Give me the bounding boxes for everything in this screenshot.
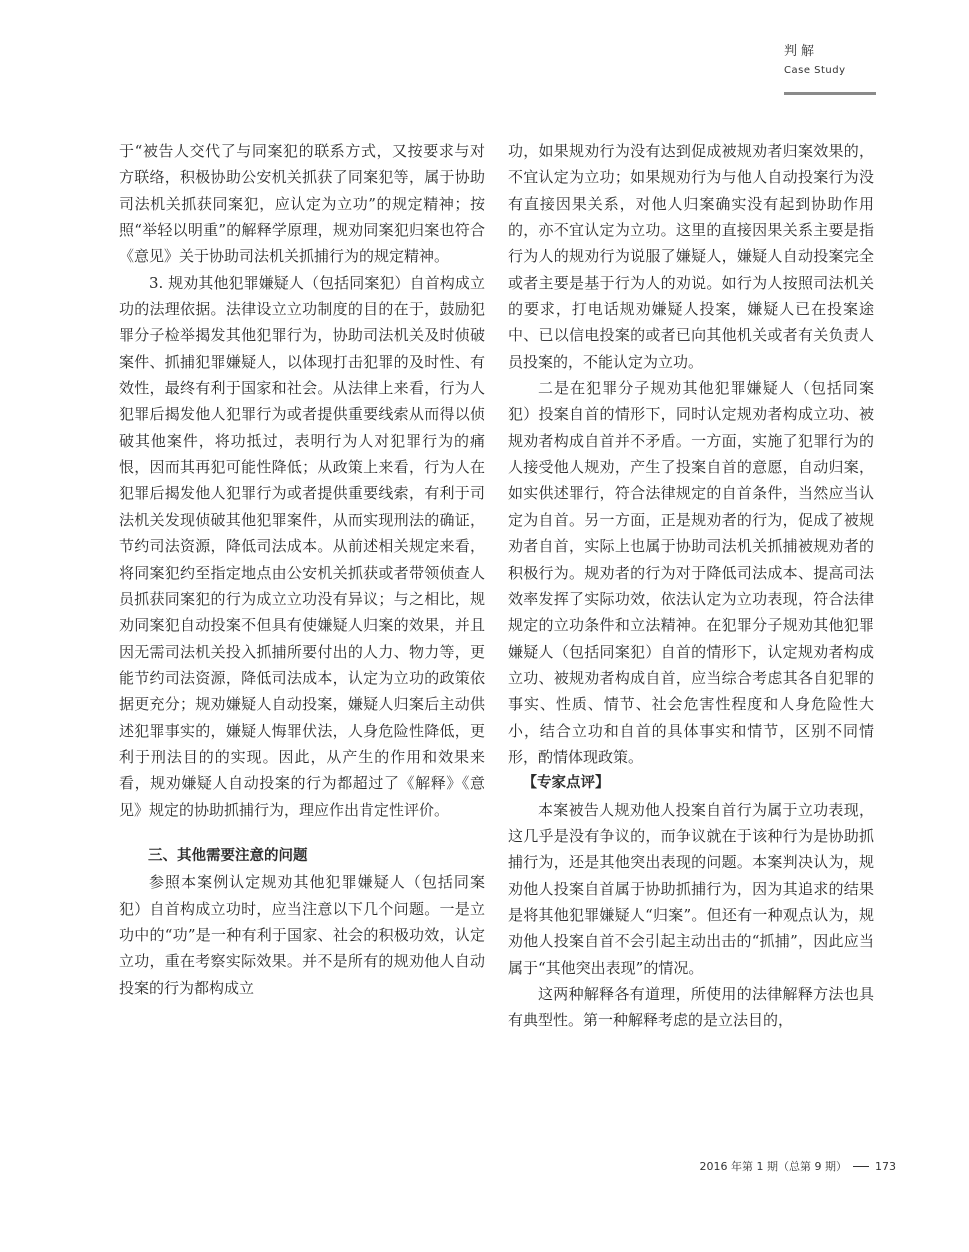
right-column xyxy=(508,138,874,1034)
footer-dash xyxy=(853,1166,869,1167)
paragraph: 这两种解释各有道理，所使用的法律解释方法也具有典型性。第一种解释考虑的是立法目的， xyxy=(508,985,874,1030)
page-footer xyxy=(700,1158,896,1174)
paragraph: 功，如果规劝行为没有达到促成被规劝者归案效果的，不宜认定为立功；如果规劝行为与他人自动投案行为没有直接因果关系，对他人归案确实没有起到协助作用的，亦不宜认定为立功。这里的直接因果关系主要是指行为人的规劝行为说服了嫌疑人，嫌疑人自动投案完全或者主要是基于行为人的劝说。如行为人按照司法机关的要求，打电话规劝嫌疑人投案，嫌疑人已在投案途中、已以信电投案的或者已向其他机关或者有关负责人员投案的，不能认定为立功。 xyxy=(508,142,874,371)
page-number: 173 xyxy=(875,1159,896,1173)
left-column xyxy=(119,138,485,1001)
paragraph: 3. 规劝其他犯罪嫌疑人（包括同案犯）自首构成立功的法理依据。法律设立立功制度的目的在于，鼓励犯罪分子检举揭发其他犯罪行为，协助司法机关及时侦破案件、抓捕犯罪嫌疑人，以体现打击犯罪的及时性、有效性，最终有利于国家和社会。从法律上来看，行为人犯罪后揭发他人犯罪行为或者提供重要线索从而得以侦破其他案件，将功抵过，表明行为人对犯罪行为的痛恨，因而其再犯可能性降低；从政策上来看，行为人在犯罪后揭发他人犯罪行为或者提供重要线索，有利于司法机关发现侦破其他犯罪案件，从而实现刑法的确证，节约司法资源，降低司法成本。从前述相关规定来看，将同案犯约至指定地点由公安机关抓获或者带领侦查人员抓获同案犯的行为成立立功没有异议；与之相比，规劝同案犯自动投案不但具有使嫌疑人归案的效果，并且因无需司法机关投入抓捕所要付出的人力、物力等，更能节约司法资源，降低司法成本，认定为立功的政策依据更充分；规劝嫌疑人自动投案，嫌疑人归案后主动供述犯罪事实的，嫌疑人悔罪伏法，人身危险性降低，更利于刑法目的的实现。因此，从产生的作用和效果来看，规劝嫌疑人自动投案的行为都超过了《解释》《意见》规定的协助抓捕行为，理应作出肯定性评价。 xyxy=(119,273,485,819)
issue-label: 2016 年第 1 期（总第 9 期） xyxy=(699,1160,847,1173)
expert-comment-heading: 【专家点评】 xyxy=(522,775,610,792)
header-divider xyxy=(784,92,876,95)
paragraph: 于“被告人交代了与同案犯的联系方式，又按要求与对方联络，积极协助公安机关抓获了同案犯等，属于协助司法机关抓获同案犯，应认定为立功”的规定精神；按照“举轻以明重”的解释学原理，规劝同案犯归案也符合《意见》关于协助司法机关抓捕行为的规定精神。 xyxy=(119,142,485,266)
section-title-cn: 判解 xyxy=(784,44,819,59)
section-title-en: Case Study xyxy=(784,65,846,76)
paragraph: 本案被告人规劝他人投案自首行为属于立功表现，这几乎是没有争议的，而争议就在于该种行为是协助抓捕行为，还是其他突出表现的问题。本案判决认为，规劝他人投案自首属于协助抓捕行为，因为其追求的结果是将其他犯罪嫌疑人“归案”。但还有一种观点认为，规劝他人投案自首不会引起主动出击的“抓捕”，因此应当属于“其他突出表现”的情况。 xyxy=(508,800,874,977)
paragraph: 二是在犯罪分子规劝其他犯罪嫌疑人（包括同案犯）投案自首的情形下，同时认定规劝者构成立功、被规劝者构成自首并不矛盾。一方面，实施了犯罪行为的人接受他人规劝，产生了投案自首的意愿，自动归案，如实供述罪行，符合法律规定的自首条件，当然应当认定为自首。另一方面，正是规劝者的行为，促成了被规劝者自首，实际上也属于协助司法机关抓捕被规劝者的积极行为。规劝者的行为对于降低司法成本、提高司法效率发挥了实际功效，依法认定为立功表现，符合法律规定的立功条件和立法精神。在犯罪分子规劝其他犯罪嫌疑人（包括同案犯）自首的情形下，认定规劝者构成立功、被规劝者构成自首，应当综合考虑其各自犯罪的事实、性质、情节、社会危害性程度和人身危险性大小，结合立功和自首的具体事实和情节，区别不同情形，酌情体现政策。 xyxy=(508,379,874,766)
section-heading: 三、其他需要注意的问题 xyxy=(148,847,308,864)
section-header xyxy=(784,40,876,76)
paragraph: 参照本案例认定规劝其他犯罪嫌疑人（包括同案犯）自首构成立功时，应当注意以下几个问题。一是立功中的“功”是一种有利于国家、社会的积极功效，认定立功，重在考察实际效果。并不是所有的规劝他人自动投案的行为都构成立 xyxy=(119,873,485,997)
